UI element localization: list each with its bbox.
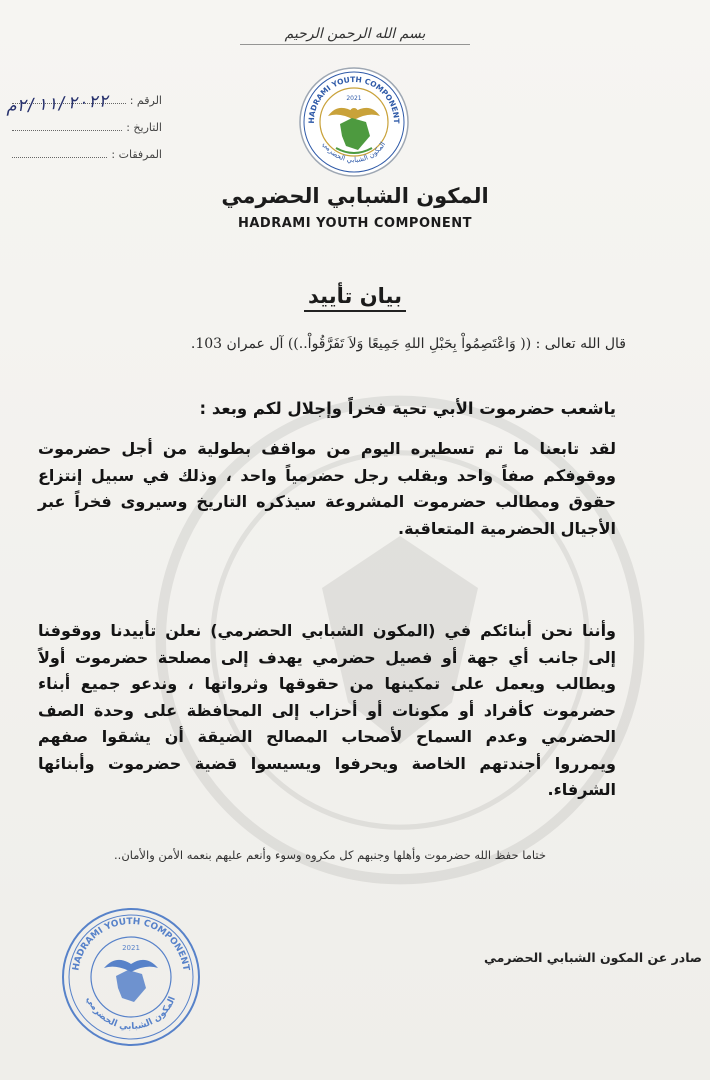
issuer-line: صادر عن المكون الشبابي الحضرمي [483, 950, 702, 965]
svg-text:HADRAMI YOUTH COMPONENT: HADRAMI YOUTH COMPONENT [306, 74, 402, 124]
meta-date-label: التاريخ : [126, 121, 162, 134]
official-stamp-icon [60, 906, 202, 1048]
document-title [0, 284, 710, 308]
meta-attachments-label: المرفقات : [111, 148, 162, 161]
meta-ref-label: الرقم : [129, 94, 162, 107]
meta-attachments-row [12, 134, 162, 161]
basmala-text: بسم الله الرحمن الرحيم [284, 26, 426, 42]
paragraph-2: وأننا نحن أبنائكم في (المكون الشبابي الحضرمي) نعلن تأييدنا ووقوفنا إلى جانب أي جهة أو فصيل حضرمي يهدف إلى مصلحة حضرموت أولاً ويطالب ويعمل على تمكينها من حقوقها وثرواتها ، وندعو جميع أبناء حضرموت كأفراد أو مكونات أو أحزاب إلى المحافظة على وحدة الصف الحضرمي وعدم السماح لأصحاب المصالح الضيقة أن يشقوا صفهم ويمرروا أجندتهم الخاصة ويحرفوا ويسيسوا قضية حضرموت وأبنائها الشرفاء. [38, 621, 616, 799]
svg-text:المكون الشبابي الحضرمي: المكون الشبابي الحضرمي [320, 140, 388, 165]
basmala-rule [240, 44, 470, 45]
svg-text:2021: 2021 [346, 95, 362, 102]
basmala [240, 26, 470, 45]
greeting: ياشعب حضرموت الأبي تحية فخراً وإجلال لكم وبعد : [199, 399, 616, 418]
svg-text:المكون الشبابي الحضرمي: المكون الشبابي الحضرمي [83, 995, 178, 1033]
paragraph-1: لقد تابعنا ما تم تسطيره اليوم من مواقف بطولية من أجل حضرموت ووقوفكم صفاً واحد وبقلب رجل حضرمياً واحد ، وذلك في سبيل إنتزاع حقوق ومطالب حضرموت المشروعة سيذكره التاريخ وسيروى فخراً عبر الأجيال الحضرمية المتعاقبة. [38, 439, 616, 538]
closing-prayer: ختاما حفظ الله حضرموت وأهلها وجنبهم كل مكروه وسوء وأنعم عليهم بنعمه الأمن والأمان.. [114, 848, 546, 862]
org-name-english: HADRAMI YOUTH COMPONENT [237, 216, 473, 231]
document-title-text: بيان تأييد [304, 284, 406, 312]
hadrami-youth-logo-icon [298, 66, 410, 178]
meta-date-line [12, 130, 122, 131]
svg-text:HADRAMI YOUTH COMPONENT: HADRAMI YOUTH COMPONENT [71, 916, 191, 972]
meta-attachments-line [12, 157, 107, 158]
handwritten-date: ٢/١١/٢٠٢٢م [5, 91, 109, 117]
svg-text:2021: 2021 [122, 944, 140, 952]
org-name-arabic: المكون الشبابي الحضرمي [221, 184, 489, 208]
quran-verse: قال الله تعالى : (( وَاعْتَصِمُواْ بِحَبْلِ اللهِ جَمِيعًا وَلاَ تَفَرَّقُواْ..)) آل عمران 103. [190, 336, 626, 352]
